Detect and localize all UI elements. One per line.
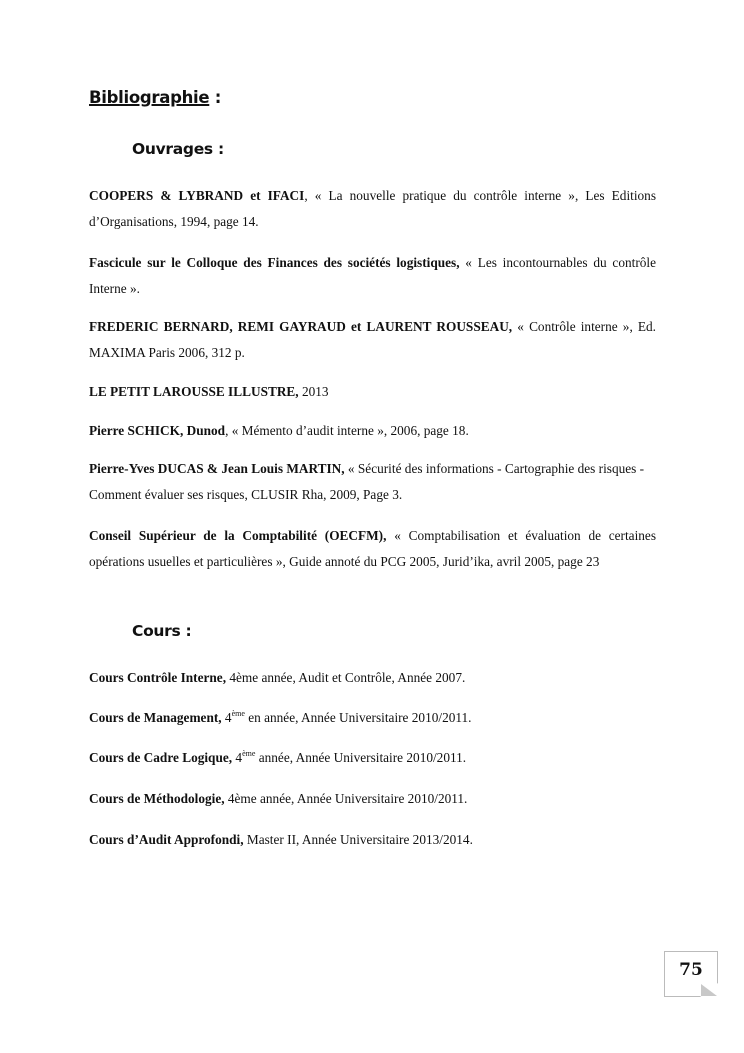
page-number-box: [664, 951, 718, 997]
page-number: 75: [679, 960, 703, 980]
bibliography-entry: FREDERIC BERNARD, REMI GAYRAUD et LAURENT ROUSSEAU, « Contrôle interne », Ed. MAXIMA Paris 2006, 312 p.: [89, 319, 656, 360]
course-entry: Cours de Méthodologie, 4ème année, Année Universitaire 2010/2011.: [89, 791, 468, 806]
bibliography-entry: Fascicule sur le Colloque des Finances des sociétés logistiques, « Les incontournables du contrôle Interne ».: [89, 255, 656, 296]
page-title: Bibliographie :: [89, 88, 222, 107]
page-curl-fold: [701, 984, 717, 996]
bibliography-entry: LE PETIT LAROUSSE ILLUSTRE, 2013: [89, 384, 329, 399]
course-entry: Cours Contrôle Interne, 4ème année, Audit et Contrôle, Année 2007.: [89, 670, 466, 685]
bibliography-entry: Conseil Supérieur de la Comptabilité (OECFM), « Comptabilisation et évaluation de certaines opérations usuelles et particulières », Guide annoté du PCG 2005, Jurid’ika, avril 2005, page 23: [89, 528, 657, 569]
bibliography-entry: Pierre-Yves DUCAS & Jean Louis MARTIN, « Sécurité des informations - Cartographie des risques - Comment évaluer ses risques, CLUSIR Rha, 2009, Page 3.: [89, 461, 645, 502]
section-heading-ouvrages: Ouvrages :: [132, 140, 224, 158]
course-entry: Cours de Cadre Logique, 4ème année, Année Universitaire 2010/2011.: [89, 749, 467, 765]
bibliography-entry: COOPERS & LYBRAND et IFACI, « La nouvelle pratique du contrôle interne », Les Editions d’Organisations, 1994, page 14.: [89, 188, 656, 229]
course-entry: Cours de Management, 4ème en année, Année Universitaire 2010/2011.: [89, 709, 472, 725]
course-entry: Cours d’Audit Approfondi, Master II, Année Universitaire 2013/2014.: [89, 832, 473, 847]
section-heading-cours: Cours :: [132, 622, 192, 640]
bibliography-entry: Pierre SCHICK, Dunod, « Mémento d’audit interne », 2006, page 18.: [89, 423, 469, 438]
